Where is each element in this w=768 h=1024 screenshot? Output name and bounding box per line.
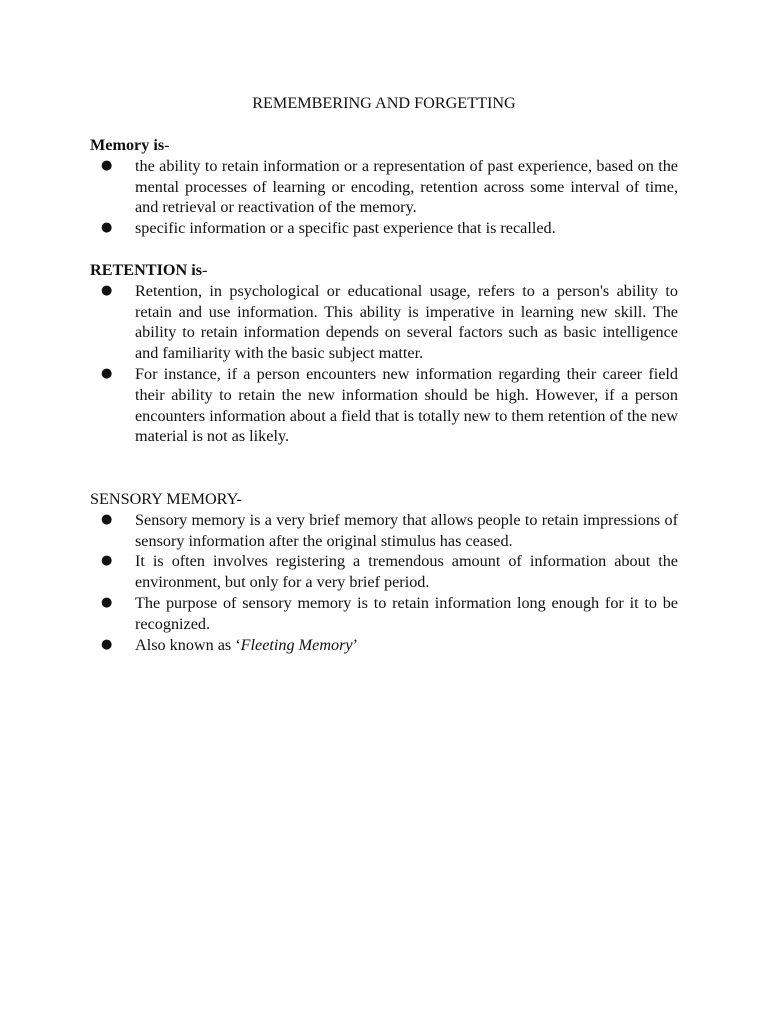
bullet-icon: ●: [101, 157, 113, 173]
list-item: [90, 510, 678, 552]
memory-heading: [90, 135, 678, 156]
sensory-memory-list: [90, 510, 678, 656]
retention-heading-suffix: -: [202, 261, 208, 279]
retention-heading: [90, 260, 678, 281]
sensory-memory-section: [90, 489, 678, 655]
document-title: REMEMBERING AND FORGETTING: [252, 94, 516, 112]
list-item-text: specific information or a specific past experience that is recalled.: [135, 219, 556, 238]
list-item-text: For instance, if a person encounters new information regarding their career field their ability to retain the new information should be high. However, if a person encounters information about a field that is totally new to them retention of the new material is not as likely.: [135, 364, 678, 446]
also-known-as-suffix: ’: [352, 635, 358, 654]
retention-section: [90, 260, 678, 447]
fleeting-memory-term: Fleeting Memory: [240, 635, 353, 654]
list-item: [90, 364, 678, 447]
list-item: [90, 551, 678, 593]
list-item: [90, 218, 678, 239]
bullet-icon: ●: [101, 636, 113, 652]
list-item: [90, 156, 678, 218]
list-item: [90, 281, 678, 364]
list-item: [90, 635, 678, 656]
list-item: [90, 593, 678, 635]
list-item-text: The purpose of sensory memory is to retain information long enough for it to be recognized.: [135, 593, 678, 633]
memory-section: [90, 135, 678, 239]
retention-list: [90, 281, 678, 447]
bullet-icon: ●: [101, 282, 113, 298]
list-item-text: the ability to retain information or a representation of past experience, based on the mental processes of learning or encoding, retention across some interval of time, and retrieval or reactivation of the memory.: [135, 156, 678, 217]
bullet-icon: ●: [101, 220, 113, 236]
bullet-icon: ●: [101, 365, 113, 381]
memory-heading-label: Memory is: [90, 136, 165, 154]
retention-heading-label: RETENTION is: [90, 261, 202, 279]
bullet-icon: ●: [101, 553, 113, 569]
sensory-memory-heading: SENSORY MEMORY-: [90, 490, 242, 508]
memory-heading-suffix: -: [164, 136, 170, 154]
list-item-text: It is often involves registering a tremendous amount of information about the environment, but only for a very brief period.: [135, 552, 678, 592]
bullet-icon: ●: [101, 511, 113, 527]
list-item-text: Sensory memory is a very brief memory that allows people to retain impressions of sensory information after the original stimulus has ceased.: [135, 510, 678, 550]
list-item-text: Retention, in psychological or educational usage, refers to a person's ability to retain and use information. This ability is imperative in learning new skill. The ability to retain information depends on several factors such as basic intelligence and familiarity with the basic subject matter.: [135, 281, 678, 363]
memory-list: [90, 156, 678, 239]
also-known-as-prefix: Also known as ‘: [135, 635, 241, 654]
bullet-icon: ●: [101, 594, 113, 610]
